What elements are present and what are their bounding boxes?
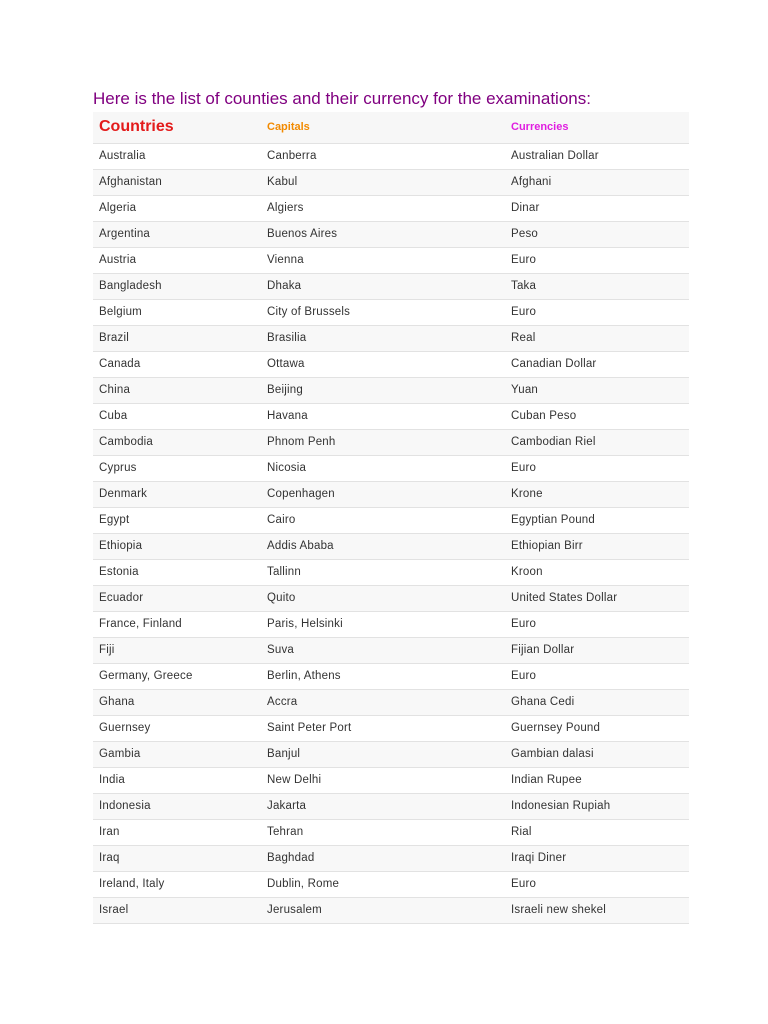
capital-cell: Berlin, Athens — [261, 663, 505, 689]
country-cell: Cyprus — [93, 455, 261, 481]
table-body — [93, 143, 689, 923]
table-row — [93, 819, 689, 845]
currency-cell: Gambian dalasi — [505, 741, 689, 767]
table-row — [93, 559, 689, 585]
capital-cell: Havana — [261, 403, 505, 429]
country-cell: Indonesia — [93, 793, 261, 819]
table-row — [93, 169, 689, 195]
table-row — [93, 897, 689, 923]
currency-cell: Cambodian Riel — [505, 429, 689, 455]
currency-cell: United States Dollar — [505, 585, 689, 611]
capital-cell: Dublin, Rome — [261, 871, 505, 897]
currency-cell: Euro — [505, 455, 689, 481]
capital-cell: Buenos Aires — [261, 221, 505, 247]
country-cell: Belgium — [93, 299, 261, 325]
header-row — [93, 112, 689, 143]
table-row — [93, 247, 689, 273]
column-header-countries: Countries — [93, 112, 261, 143]
column-header-capitals: Capitals — [261, 112, 505, 143]
capital-cell: New Delhi — [261, 767, 505, 793]
country-cell: Bangladesh — [93, 273, 261, 299]
currency-cell: Indonesian Rupiah — [505, 793, 689, 819]
currency-cell: Dinar — [505, 195, 689, 221]
capital-cell: Kabul — [261, 169, 505, 195]
table-row — [93, 403, 689, 429]
table-row — [93, 143, 689, 169]
capital-cell: Banjul — [261, 741, 505, 767]
table-row — [93, 741, 689, 767]
capital-cell: Suva — [261, 637, 505, 663]
country-cell: Denmark — [93, 481, 261, 507]
country-cell: Algeria — [93, 195, 261, 221]
table-row — [93, 793, 689, 819]
currency-cell: Euro — [505, 611, 689, 637]
currency-cell: Ethiopian Birr — [505, 533, 689, 559]
table-row — [93, 637, 689, 663]
currency-cell: Afghani — [505, 169, 689, 195]
currency-cell: Peso — [505, 221, 689, 247]
table-header — [93, 112, 689, 143]
table-row — [93, 195, 689, 221]
table-row — [93, 533, 689, 559]
capital-cell: Ottawa — [261, 351, 505, 377]
country-cell: Canada — [93, 351, 261, 377]
table-row — [93, 455, 689, 481]
country-cell: Austria — [93, 247, 261, 273]
capital-cell: Dhaka — [261, 273, 505, 299]
country-cell: Guernsey — [93, 715, 261, 741]
countries-capitals-currencies-table — [93, 112, 689, 924]
currency-cell: Krone — [505, 481, 689, 507]
table-row — [93, 715, 689, 741]
capital-cell: Cairo — [261, 507, 505, 533]
capital-cell: Jerusalem — [261, 897, 505, 923]
table-row — [93, 507, 689, 533]
table-row — [93, 221, 689, 247]
currency-cell: Fijian Dollar — [505, 637, 689, 663]
country-cell: Argentina — [93, 221, 261, 247]
table-row — [93, 767, 689, 793]
country-cell: Cambodia — [93, 429, 261, 455]
table-row — [93, 663, 689, 689]
currency-cell: Taka — [505, 273, 689, 299]
country-cell: Brazil — [93, 325, 261, 351]
capital-cell: Baghdad — [261, 845, 505, 871]
country-cell: Ireland, Italy — [93, 871, 261, 897]
capital-cell: Copenhagen — [261, 481, 505, 507]
capital-cell: Beijing — [261, 377, 505, 403]
capital-cell: Phnom Penh — [261, 429, 505, 455]
currency-cell: Rial — [505, 819, 689, 845]
country-cell: Iraq — [93, 845, 261, 871]
capital-cell: Saint Peter Port — [261, 715, 505, 741]
country-cell: Germany, Greece — [93, 663, 261, 689]
country-cell: Cuba — [93, 403, 261, 429]
currency-cell: Euro — [505, 871, 689, 897]
capital-cell: Brasilia — [261, 325, 505, 351]
country-cell: Fiji — [93, 637, 261, 663]
currency-cell: Egyptian Pound — [505, 507, 689, 533]
country-cell: India — [93, 767, 261, 793]
page-heading: Here is the list of counties and their currency for the examinations: — [93, 89, 591, 108]
country-cell: France, Finland — [93, 611, 261, 637]
table-row — [93, 481, 689, 507]
currency-cell: Iraqi Diner — [505, 845, 689, 871]
currency-cell: Cuban Peso — [505, 403, 689, 429]
capital-cell: Canberra — [261, 143, 505, 169]
table-row — [93, 351, 689, 377]
currency-cell: Yuan — [505, 377, 689, 403]
currency-cell: Indian Rupee — [505, 767, 689, 793]
currency-cell: Israeli new shekel — [505, 897, 689, 923]
table-row — [93, 273, 689, 299]
table-row — [93, 611, 689, 637]
country-cell: China — [93, 377, 261, 403]
country-cell: Egypt — [93, 507, 261, 533]
currency-cell: Ghana Cedi — [505, 689, 689, 715]
table-row — [93, 429, 689, 455]
table-row — [93, 377, 689, 403]
table-row — [93, 871, 689, 897]
currency-cell: Euro — [505, 247, 689, 273]
country-cell: Gambia — [93, 741, 261, 767]
capital-cell: Jakarta — [261, 793, 505, 819]
currency-cell: Euro — [505, 663, 689, 689]
table-row — [93, 325, 689, 351]
table-row — [93, 845, 689, 871]
capital-cell: Addis Ababa — [261, 533, 505, 559]
currency-cell: Real — [505, 325, 689, 351]
capital-cell: Nicosia — [261, 455, 505, 481]
capital-cell: Quito — [261, 585, 505, 611]
currency-cell: Canadian Dollar — [505, 351, 689, 377]
country-cell: Australia — [93, 143, 261, 169]
country-cell: Afghanistan — [93, 169, 261, 195]
capital-cell: City of Brussels — [261, 299, 505, 325]
currency-cell: Kroon — [505, 559, 689, 585]
table-row — [93, 585, 689, 611]
capital-cell: Tehran — [261, 819, 505, 845]
country-cell: Ethiopia — [93, 533, 261, 559]
table-row — [93, 299, 689, 325]
country-cell: Israel — [93, 897, 261, 923]
country-cell: Ecuador — [93, 585, 261, 611]
currency-cell: Euro — [505, 299, 689, 325]
currency-cell: Guernsey Pound — [505, 715, 689, 741]
capital-cell: Algiers — [261, 195, 505, 221]
capital-cell: Tallinn — [261, 559, 505, 585]
capital-cell: Accra — [261, 689, 505, 715]
capital-cell: Vienna — [261, 247, 505, 273]
table-row — [93, 689, 689, 715]
currency-cell: Australian Dollar — [505, 143, 689, 169]
country-cell: Ghana — [93, 689, 261, 715]
country-cell: Iran — [93, 819, 261, 845]
capital-cell: Paris, Helsinki — [261, 611, 505, 637]
country-cell: Estonia — [93, 559, 261, 585]
column-header-currencies: Currencies — [505, 112, 689, 143]
